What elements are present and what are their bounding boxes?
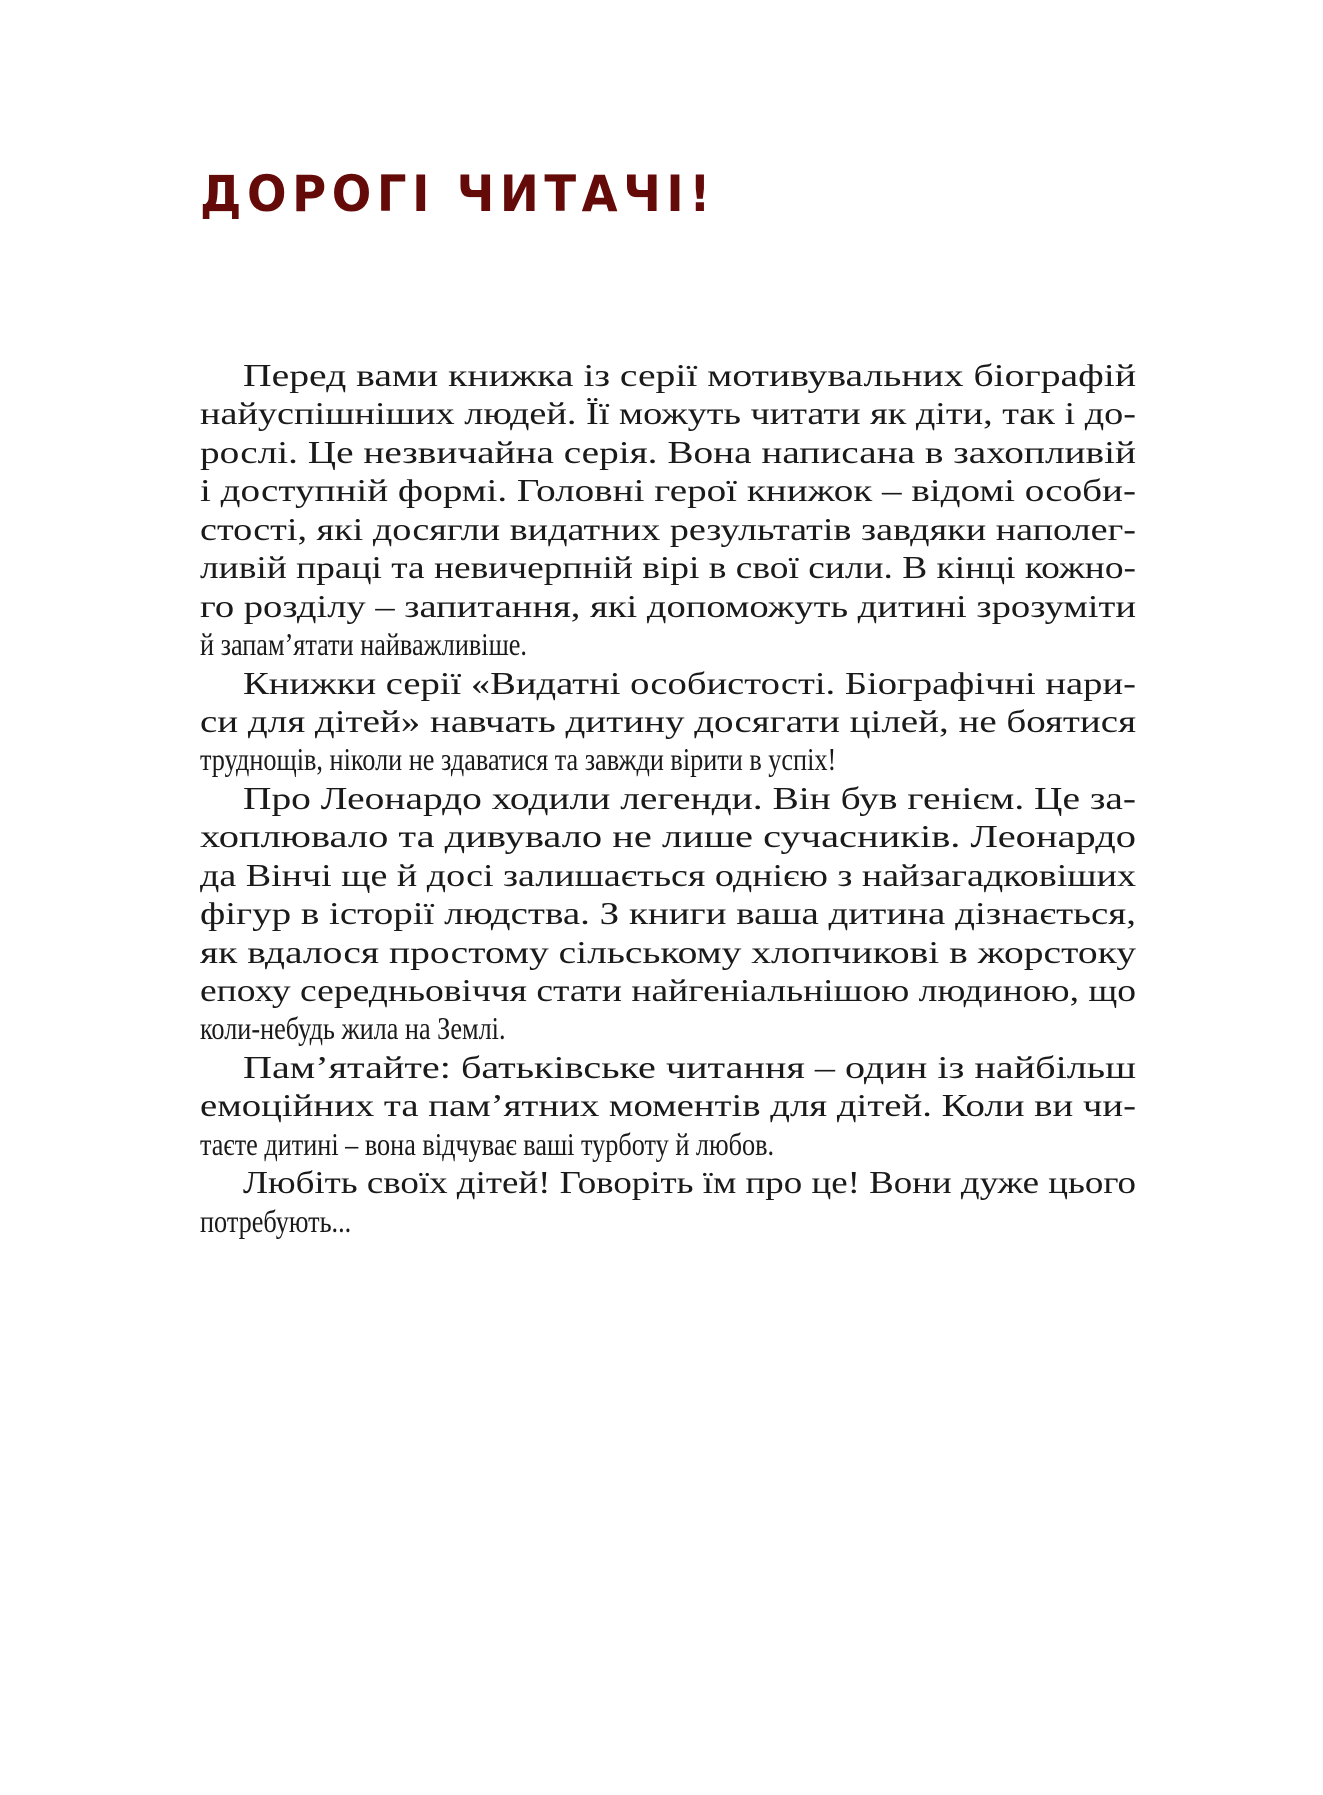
text-line xyxy=(200,394,1136,432)
line-text: Книжки серії «Видатні особистості. Біографічні нари- xyxy=(243,664,1136,701)
text-line xyxy=(200,587,1136,625)
text-line xyxy=(200,933,1136,971)
text-line xyxy=(200,1163,1136,1201)
line-text: Любіть своїх дітей! Говоріть їм про це! Вони дуже цього xyxy=(243,1164,1137,1201)
paragraph xyxy=(200,1163,1136,1240)
line-text: епоху середньовіччя стати найгеніальнішою людиною, що xyxy=(200,972,1137,1008)
text-line xyxy=(200,664,1136,702)
line-text: фігур в історії людства. З книги ваша дитина дізнається, xyxy=(200,895,1136,932)
line-text: стості, які досягли видатних результатів завдяки наполег- xyxy=(200,510,1137,547)
paragraph xyxy=(200,664,1136,779)
line-text: і доступній формі. Головні герої книжок – відомі особи- xyxy=(200,472,1136,509)
text-line xyxy=(200,740,1136,778)
text-line xyxy=(200,1086,1136,1124)
line-text: найуспішніших людей. Її можуть читати як діти, так і до- xyxy=(200,395,1137,432)
text-line xyxy=(200,510,1136,548)
text-line xyxy=(200,817,1136,855)
text-line xyxy=(200,1125,1136,1163)
text-line xyxy=(200,433,1136,471)
line-text: емоційних та пам’ятних моментів для дітей. Коли ви чи- xyxy=(200,1087,1137,1124)
line-text: Про Леонардо ходили легенди. Він був генієм. Це за- xyxy=(243,779,1137,816)
line-text: си для дітей» навчать дитину досягати цілей, не боятися xyxy=(200,702,1137,739)
text-line xyxy=(200,971,1136,1009)
paragraph xyxy=(200,1048,1136,1163)
text-line xyxy=(200,856,1136,894)
line-text: ливій праці та невичерпній вірі в свої сили. В кінці кожно- xyxy=(200,549,1136,586)
text-line xyxy=(200,1048,1136,1086)
line-text: труднощів, ніколи не здаватися та завжди вірити в успіх! xyxy=(200,741,837,778)
paragraph xyxy=(200,779,1136,1048)
text-line xyxy=(200,894,1136,932)
line-text: таєте дитині – вона відчуває ваші турботу й любов. xyxy=(200,1125,775,1162)
body-text xyxy=(200,356,1136,1240)
line-text: рослі. Це незвичайна серія. Вона написана в захопливій xyxy=(200,433,1136,470)
line-text: потребують... xyxy=(200,1202,352,1239)
line-text: да Вінчі ще й досі залишається однією з найзагадковіших xyxy=(200,856,1136,893)
text-line xyxy=(200,779,1136,817)
line-text: Перед вами книжка із серії мотивувальних біографій xyxy=(243,357,1137,393)
text-line xyxy=(200,1009,1136,1047)
line-text: Пам’ятайте: батьківське читання – один із найбільш xyxy=(243,1048,1137,1085)
text-line xyxy=(200,1202,1136,1240)
line-text: хоплювало та дивувало не лише сучасників. Леонардо xyxy=(200,818,1137,855)
text-line xyxy=(200,471,1136,509)
line-text: й запам’ятати найважливіше. xyxy=(200,626,527,663)
text-line xyxy=(200,625,1136,663)
line-text: го розділу – запитання, які допоможуть дитині зрозуміти xyxy=(200,587,1136,624)
page-title: ДОРОГІ ЧИТАЧІ! xyxy=(200,165,717,223)
text-line xyxy=(200,548,1136,586)
text-line xyxy=(200,356,1136,394)
line-text: коли-небудь жила на Землі. xyxy=(200,1010,506,1047)
text-line xyxy=(200,702,1136,740)
paragraph xyxy=(200,356,1136,664)
line-text: як вдалося простому сільському хлопчикові в жорстоку xyxy=(200,933,1136,970)
